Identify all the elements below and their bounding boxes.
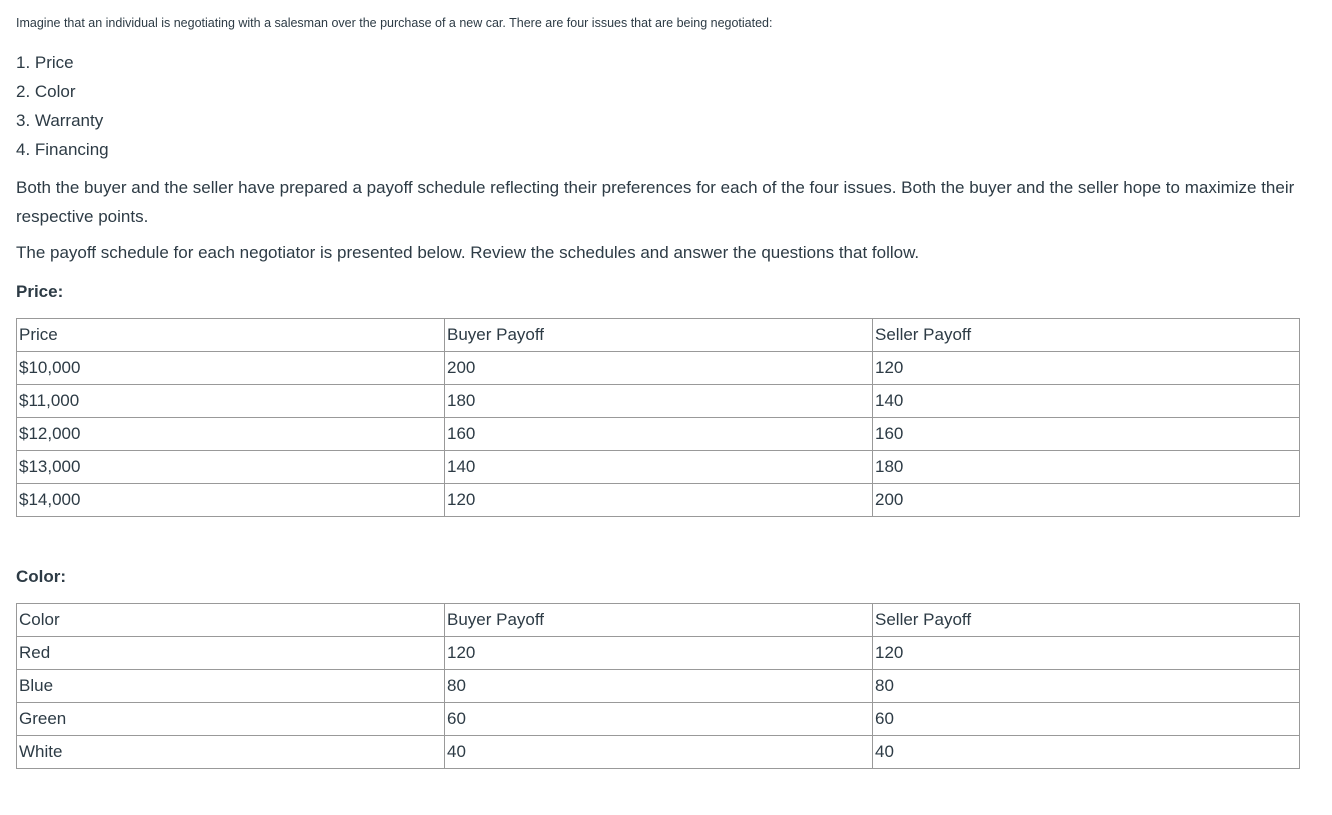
cell-buyer-payoff: 160 (445, 418, 873, 451)
header-cell-color: Color (17, 604, 445, 637)
header-cell-buyer-payoff: Buyer Payoff (445, 319, 873, 352)
cell-price: $13,000 (17, 451, 445, 484)
cell-color: White (17, 736, 445, 769)
schedule-instructions: The payoff schedule for each negotiator is presented below. Review the schedules and answer the questions that follow. (16, 243, 920, 262)
cell-price: $11,000 (17, 385, 445, 418)
cell-buyer-payoff: 40 (445, 736, 873, 769)
table-row (17, 670, 1300, 703)
intro-text: Imagine that an individual is negotiating with a salesman over the purchase of a new car. There are four issues that are being negotiated: (16, 16, 773, 30)
cell-seller-payoff: 200 (873, 484, 1300, 517)
cell-buyer-payoff: 80 (445, 670, 873, 703)
cell-buyer-payoff: 60 (445, 703, 873, 736)
issue-item-color: 2. Color (16, 82, 76, 101)
table-row (17, 703, 1300, 736)
table-row (17, 451, 1300, 484)
price-payoff-table (16, 318, 1300, 517)
cell-seller-payoff: 120 (873, 637, 1300, 670)
payoff-description: Both the buyer and the seller have prepared a payoff schedule reflecting their preferences for each of the four issues. Both the buyer and the seller hope to maximize their respective points. (16, 178, 1295, 226)
table-header-row (17, 604, 1300, 637)
cell-buyer-payoff: 180 (445, 385, 873, 418)
cell-buyer-payoff: 120 (445, 637, 873, 670)
issue-item-warranty: 3. Warranty (16, 111, 104, 130)
header-cell-seller-payoff: Seller Payoff (873, 319, 1300, 352)
price-section-label: Price: (16, 282, 64, 301)
table-row (17, 637, 1300, 670)
table-row (17, 385, 1300, 418)
cell-seller-payoff: 140 (873, 385, 1300, 418)
cell-buyer-payoff: 120 (445, 484, 873, 517)
cell-color: Green (17, 703, 445, 736)
header-cell-seller-payoff: Seller Payoff (873, 604, 1300, 637)
cell-price: $14,000 (17, 484, 445, 517)
cell-seller-payoff: 180 (873, 451, 1300, 484)
issue-item-price: 1. Price (16, 53, 74, 72)
issue-item-financing: 4. Financing (16, 140, 109, 159)
cell-seller-payoff: 80 (873, 670, 1300, 703)
header-cell-price: Price (17, 319, 445, 352)
cell-seller-payoff: 40 (873, 736, 1300, 769)
cell-seller-payoff: 160 (873, 418, 1300, 451)
cell-buyer-payoff: 140 (445, 451, 873, 484)
table-row (17, 736, 1300, 769)
cell-seller-payoff: 120 (873, 352, 1300, 385)
color-section-label: Color: (16, 567, 67, 586)
cell-seller-payoff: 60 (873, 703, 1300, 736)
table-row (17, 352, 1300, 385)
table-row (17, 418, 1300, 451)
cell-price: $12,000 (17, 418, 445, 451)
cell-price: $10,000 (17, 352, 445, 385)
cell-color: Blue (17, 670, 445, 703)
cell-color: Red (17, 637, 445, 670)
header-cell-buyer-payoff: Buyer Payoff (445, 604, 873, 637)
cell-buyer-payoff: 200 (445, 352, 873, 385)
table-header-row (17, 319, 1300, 352)
table-row (17, 484, 1300, 517)
color-payoff-table (16, 603, 1300, 769)
issues-list (16, 48, 109, 164)
